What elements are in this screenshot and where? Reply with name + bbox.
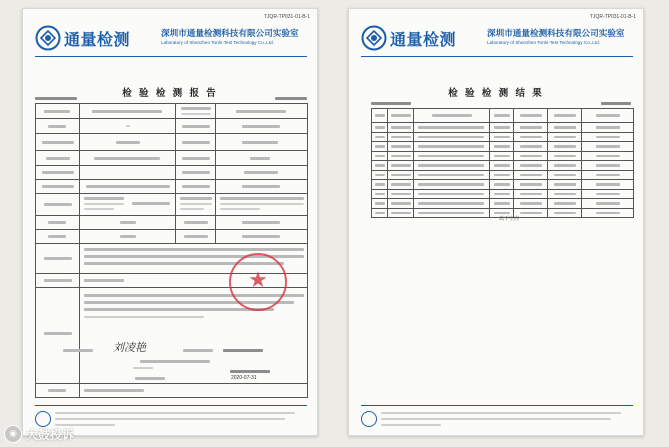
watermark-text: 大鼓投诉	[26, 427, 75, 442]
watermark	[4, 425, 74, 443]
header-rule	[361, 56, 633, 57]
lab-name-en: Laboratory of Shenzhen Tonhi-Test Technology Co.,Ltd.	[487, 40, 600, 45]
report-page-right	[348, 8, 644, 436]
official-seal	[229, 253, 287, 311]
tonhi-logo-icon	[361, 25, 387, 51]
report-number-line	[371, 102, 411, 105]
form-code: TJQR-TP031-01-B-1	[263, 14, 310, 20]
letterhead	[361, 25, 635, 53]
brand-name: 通量检测	[64, 30, 131, 49]
approval-position-value	[223, 349, 263, 352]
mic-icon: ◉	[4, 425, 22, 443]
brand-name: 通量检测	[390, 30, 457, 49]
results-row	[372, 170, 634, 180]
approver-label	[63, 349, 93, 352]
authorized-signatory-label	[135, 377, 165, 380]
lab-name-cn: 深圳市通量检测科技有限公司实验室	[487, 29, 625, 39]
footer-address-line	[55, 412, 295, 414]
sign-date: 2020-07-31	[231, 375, 257, 381]
letterhead	[35, 25, 309, 53]
form-code: TJQR-TP031-01-B-1	[589, 14, 636, 20]
approval-position-label	[183, 349, 213, 352]
page-number-line	[601, 102, 631, 105]
seal-star-icon: ★	[248, 267, 268, 293]
lab-name-cn: 深圳市通量检测科技有限公司实验室	[161, 29, 299, 39]
results-row	[372, 151, 634, 161]
reviewer-signature	[133, 367, 153, 369]
footer-contact-line	[55, 418, 285, 420]
report-number-line	[35, 97, 77, 100]
footer-contact-line	[381, 418, 611, 420]
results-row	[372, 123, 634, 133]
document-title: 检 验 检 测 结 果	[448, 88, 544, 99]
results-row	[372, 132, 634, 142]
tonhi-logo-icon	[35, 25, 61, 51]
footer-address-line	[381, 412, 621, 414]
approver-signature: 刘凌艳	[113, 341, 146, 354]
report-page-left	[22, 8, 318, 436]
footer-rule	[361, 405, 633, 406]
header-rule	[35, 56, 307, 57]
results-table	[371, 108, 634, 218]
results-row	[372, 142, 634, 152]
footer-logo-icon	[361, 411, 377, 427]
results-row	[372, 161, 634, 171]
report-info-table	[35, 103, 308, 398]
lab-name-en: Laboratory of Shenzhen Tonhi-Test Technology Co.,Ltd.	[161, 40, 274, 45]
end-of-data-mark: 以下空白	[499, 216, 520, 222]
footer-rule	[35, 405, 307, 406]
results-row	[372, 199, 634, 209]
footer-city-line	[381, 424, 441, 426]
results-row	[372, 189, 634, 199]
results-header-row	[372, 109, 634, 123]
page-number-line	[275, 97, 307, 100]
document-title: 检 验 检 测 报 告	[122, 88, 218, 99]
results-row	[372, 180, 634, 190]
